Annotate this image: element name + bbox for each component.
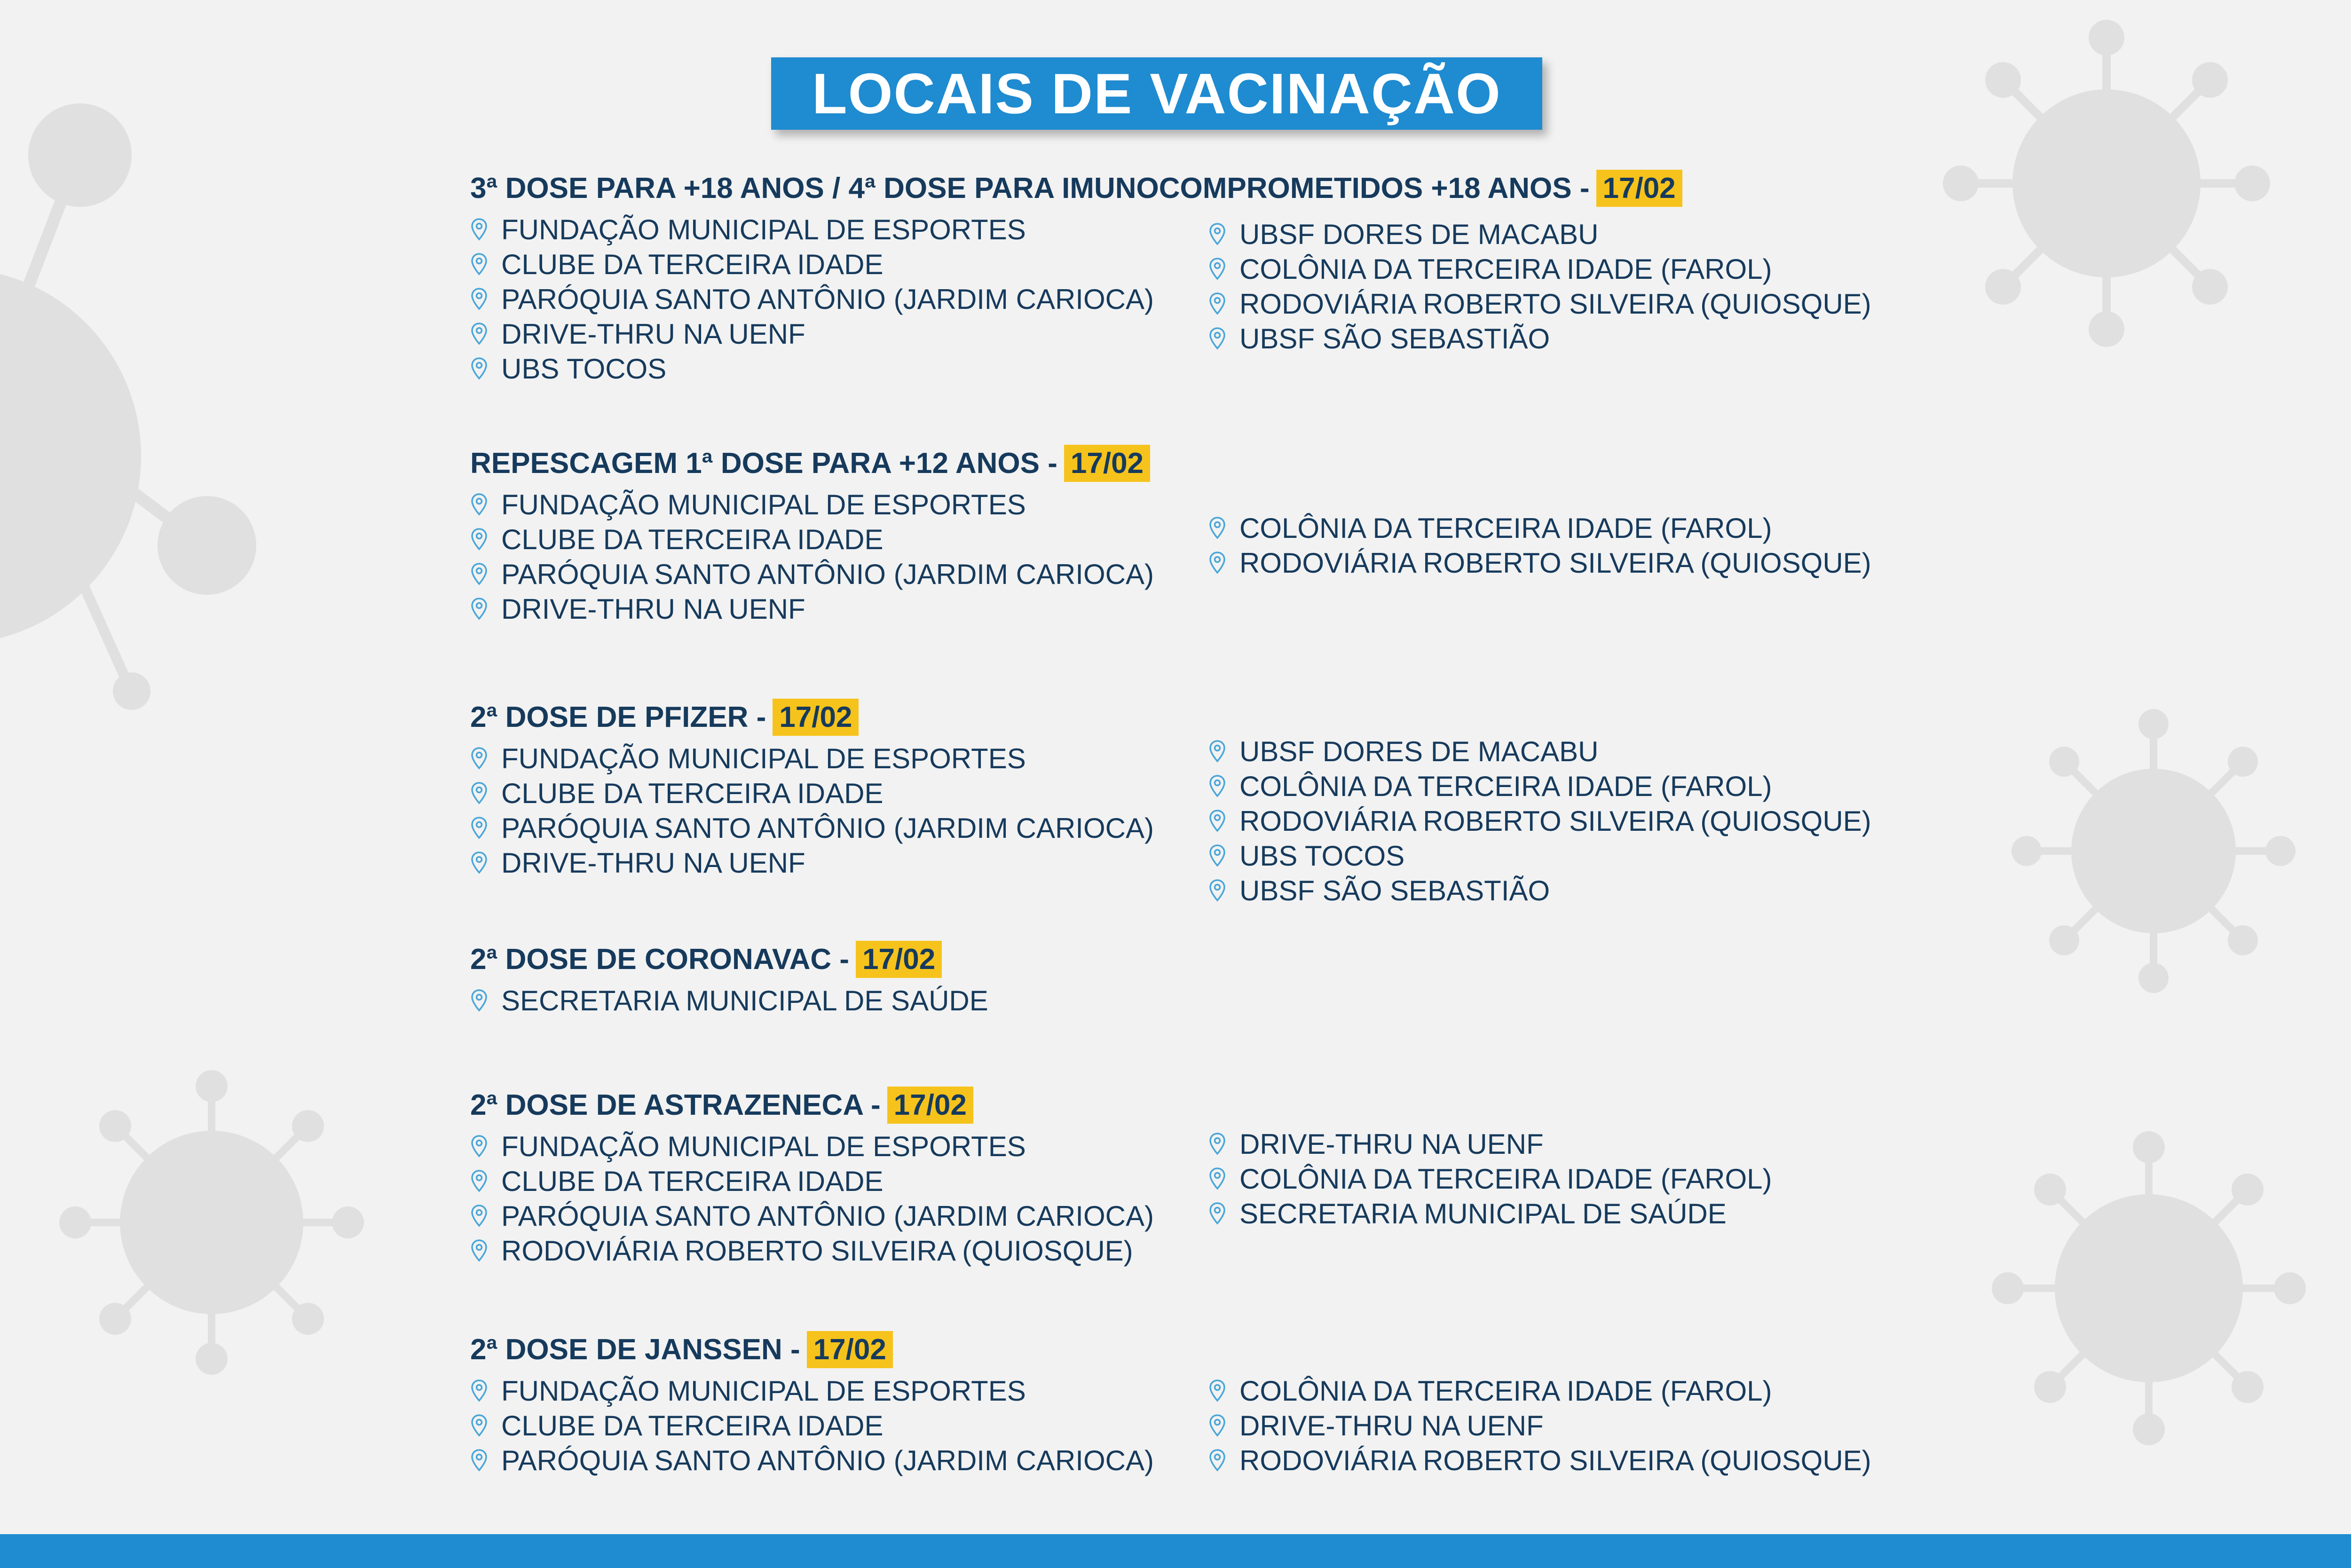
location-item: [470, 487, 1154, 522]
location-item: [1208, 769, 1871, 804]
map-pin-icon: [470, 1169, 488, 1193]
location-item: [1208, 511, 1871, 545]
location-list-right: [1208, 511, 1871, 580]
location-name: FUNDAÇÃO MUNICIPAL DE ESPORTES: [501, 489, 1026, 520]
location-name: CLUBE DA TERCEIRA IDADE: [501, 523, 884, 555]
location-item: [1208, 545, 1871, 580]
virus-decoration-mid-right-icon: [2008, 705, 2299, 997]
location-list-left: [470, 1129, 1154, 1268]
location-list-left: [470, 741, 1154, 880]
virus-decoration-bottom-left-icon: [56, 1067, 367, 1378]
map-pin-icon: [470, 1239, 488, 1262]
location-item: [470, 1164, 1154, 1198]
map-pin-icon: [1208, 879, 1226, 902]
location-item: [470, 983, 988, 1018]
map-pin-icon: [1208, 222, 1226, 246]
location-item: [470, 845, 1154, 880]
section-heading: [470, 938, 1928, 980]
location-name: CLUBE DA TERCEIRA IDADE: [501, 1410, 884, 1442]
map-pin-icon: [470, 528, 488, 551]
location-item: [1208, 321, 1871, 356]
location-name: COLÔNIA DA TERCEIRA IDADE (FAROL): [1239, 770, 1772, 802]
location-item: [1208, 838, 1871, 873]
page-title: LOCAIS DE VACINAÇÃO: [771, 57, 1542, 130]
location-item: [470, 316, 1154, 351]
location-item: [1208, 1127, 1772, 1161]
map-pin-icon: [470, 1414, 488, 1437]
map-pin-icon: [1208, 1132, 1226, 1156]
location-item: [470, 741, 1154, 776]
section-heading-text: 2ª DOSE DE ASTRAZENECA -: [470, 1088, 881, 1121]
location-name: PARÓQUIA SANTO ANTÔNIO (JARDIM CARIOCA): [501, 1200, 1154, 1232]
location-name: COLÔNIA DA TERCEIRA IDADE (FAROL): [1239, 512, 1772, 544]
location-list-right: [1208, 1127, 1772, 1231]
vaccination-section: [470, 1084, 1928, 1267]
map-pin-icon: [1208, 1379, 1226, 1403]
map-pin-icon: [470, 1449, 488, 1472]
location-name: RODOVIÁRIA ROBERTO SILVEIRA (QUIOSQUE): [1239, 1444, 1871, 1476]
location-name: PARÓQUIA SANTO ANTÔNIO (JARDIM CARIOCA): [501, 558, 1154, 590]
section-heading-text: 2ª DOSE DE JANSSEN -: [470, 1333, 800, 1366]
location-item: [470, 811, 1154, 845]
location-name: CLUBE DA TERCEIRA IDADE: [501, 248, 884, 280]
location-name: FUNDAÇÃO MUNICIPAL DE ESPORTES: [501, 213, 1026, 245]
section-heading: [470, 1084, 1928, 1126]
location-item: [470, 1198, 1154, 1233]
location-item: [470, 247, 1154, 282]
location-name: RODOVIÁRIA ROBERTO SILVEIRA (QUIOSQUE): [1239, 547, 1871, 579]
location-name: PARÓQUIA SANTO ANTÔNIO (JARDIM CARIOCA): [501, 1444, 1154, 1476]
bottom-accent-bar: [0, 1534, 2351, 1568]
location-name: DRIVE-THRU NA UENF: [1239, 1410, 1544, 1442]
vaccination-section: [470, 1328, 1928, 1476]
map-pin-icon: [1208, 1449, 1226, 1472]
location-name: FUNDAÇÃO MUNICIPAL DE ESPORTES: [501, 1130, 1026, 1162]
location-item: [1208, 734, 1871, 769]
location-item: [470, 557, 1154, 591]
section-heading: [470, 442, 1928, 484]
location-item: [470, 776, 1154, 811]
map-pin-icon: [1208, 327, 1226, 350]
map-pin-icon: [1208, 774, 1226, 798]
section-heading-text: 2ª DOSE DE CORONAVAC -: [470, 943, 850, 976]
location-list-left: [470, 983, 988, 1018]
location-name: UBS TOCOS: [501, 353, 667, 385]
location-item: [1208, 1161, 1772, 1196]
map-pin-icon: [1208, 1167, 1226, 1190]
location-item: [1208, 1196, 1772, 1231]
location-list-left: [470, 1373, 1154, 1478]
virus-decoration-top-right-icon: [1942, 19, 2271, 348]
location-name: DRIVE-THRU NA UENF: [1239, 1128, 1544, 1160]
map-pin-icon: [470, 1135, 488, 1158]
section-heading-text: 2ª DOSE DE PFIZER -: [470, 701, 766, 733]
section-heading: [470, 167, 1928, 209]
vaccination-section: [470, 938, 1928, 1016]
location-item: [1208, 873, 1871, 908]
location-item: [470, 1129, 1154, 1164]
map-pin-icon: [470, 287, 488, 311]
map-pin-icon: [1208, 292, 1226, 315]
location-item: [470, 1233, 1154, 1268]
map-pin-icon: [1208, 1414, 1226, 1437]
map-pin-icon: [470, 493, 488, 516]
location-name: COLÔNIA DA TERCEIRA IDADE (FAROL): [1239, 253, 1772, 285]
location-item: [1208, 286, 1871, 321]
location-item: [1208, 252, 1871, 286]
map-pin-icon: [470, 989, 488, 1012]
date-badge: 17/02: [773, 699, 859, 736]
map-pin-icon: [1208, 1202, 1226, 1225]
section-heading-text: 3ª DOSE PARA +18 ANOS / 4ª DOSE PARA IMUNOCOMPROMETIDOS +18 ANOS -: [470, 172, 1590, 205]
location-item: [1208, 1373, 1871, 1408]
map-pin-icon: [1208, 516, 1226, 540]
map-pin-icon: [470, 322, 488, 346]
location-item: [470, 522, 1154, 557]
map-pin-icon: [1208, 257, 1226, 281]
location-name: RODOVIÁRIA ROBERTO SILVEIRA (QUIOSQUE): [1239, 288, 1871, 320]
location-list-right: [1208, 217, 1871, 356]
location-name: UBSF SÃO SEBASTIÃO: [1239, 875, 1550, 906]
location-list-right: [1208, 734, 1871, 908]
map-pin-icon: [470, 562, 488, 586]
map-pin-icon: [470, 218, 488, 241]
map-pin-icon: [470, 816, 488, 840]
location-item: [470, 591, 1154, 626]
map-pin-icon: [470, 851, 488, 875]
map-pin-icon: [470, 781, 488, 805]
map-pin-icon: [1208, 844, 1226, 867]
location-name: DRIVE-THRU NA UENF: [501, 847, 805, 879]
location-name: PARÓQUIA SANTO ANTÔNIO (JARDIM CARIOCA): [501, 283, 1154, 315]
location-item: [470, 212, 1154, 247]
map-pin-icon: [470, 1379, 488, 1403]
location-name: PARÓQUIA SANTO ANTÔNIO (JARDIM CARIOCA): [501, 812, 1154, 844]
location-name: UBSF SÃO SEBASTIÃO: [1239, 323, 1550, 355]
vaccination-section: [470, 442, 1928, 625]
section-heading-text: REPESCAGEM 1ª DOSE PARA +12 ANOS -: [470, 447, 1057, 480]
location-item: [1208, 217, 1871, 252]
location-name: SECRETARIA MUNICIPAL DE SAÚDE: [501, 985, 988, 1016]
date-badge: 17/02: [887, 1087, 973, 1124]
location-item: [470, 1373, 1154, 1408]
location-item: [470, 1443, 1154, 1478]
map-pin-icon: [470, 597, 488, 621]
date-badge: 17/02: [807, 1331, 893, 1368]
location-item: [470, 351, 1154, 386]
location-item: [1208, 1408, 1871, 1443]
location-item: [1208, 1443, 1871, 1478]
location-list-right: [1208, 1373, 1871, 1478]
location-name: COLÔNIA DA TERCEIRA IDADE (FAROL): [1239, 1163, 1772, 1195]
location-name: DRIVE-THRU NA UENF: [501, 593, 805, 625]
location-name: FUNDAÇÃO MUNICIPAL DE ESPORTES: [501, 742, 1026, 774]
map-pin-icon: [1208, 551, 1226, 575]
map-pin-icon: [470, 357, 488, 380]
section-heading: [470, 696, 1928, 738]
section-heading: [470, 1328, 1928, 1371]
location-name: CLUBE DA TERCEIRA IDADE: [501, 777, 884, 809]
location-name: COLÔNIA DA TERCEIRA IDADE (FAROL): [1239, 1375, 1772, 1407]
location-name: DRIVE-THRU NA UENF: [501, 318, 805, 350]
location-name: UBSF DORES DE MACABU: [1239, 218, 1599, 250]
virus-decoration-left-icon: [0, 71, 292, 776]
location-name: RODOVIÁRIA ROBERTO SILVEIRA (QUIOSQUE): [1239, 805, 1871, 837]
location-name: RODOVIÁRIA ROBERTO SILVEIRA (QUIOSQUE): [501, 1235, 1133, 1267]
date-badge: 17/02: [856, 941, 942, 978]
location-name: FUNDAÇÃO MUNICIPAL DE ESPORTES: [501, 1375, 1026, 1407]
map-pin-icon: [1208, 809, 1226, 833]
location-name: CLUBE DA TERCEIRA IDADE: [501, 1165, 884, 1197]
map-pin-icon: [1208, 740, 1226, 763]
date-badge: 17/02: [1596, 170, 1682, 207]
map-pin-icon: [470, 252, 488, 276]
vaccination-section: [470, 696, 1928, 906]
location-name: UBSF DORES DE MACABU: [1239, 735, 1599, 767]
location-item: [1208, 804, 1871, 838]
location-item: [470, 282, 1154, 316]
date-badge: 17/02: [1064, 445, 1150, 482]
vaccination-section: [470, 167, 1928, 385]
location-list-left: [470, 487, 1154, 626]
location-name: SECRETARIA MUNICIPAL DE SAÚDE: [1239, 1198, 1727, 1229]
location-list-left: [470, 212, 1154, 386]
location-name: UBS TOCOS: [1239, 840, 1405, 872]
virus-decoration-bottom-right-icon: [1989, 1128, 2309, 1448]
location-item: [470, 1408, 1154, 1443]
map-pin-icon: [470, 747, 488, 770]
map-pin-icon: [470, 1204, 488, 1228]
